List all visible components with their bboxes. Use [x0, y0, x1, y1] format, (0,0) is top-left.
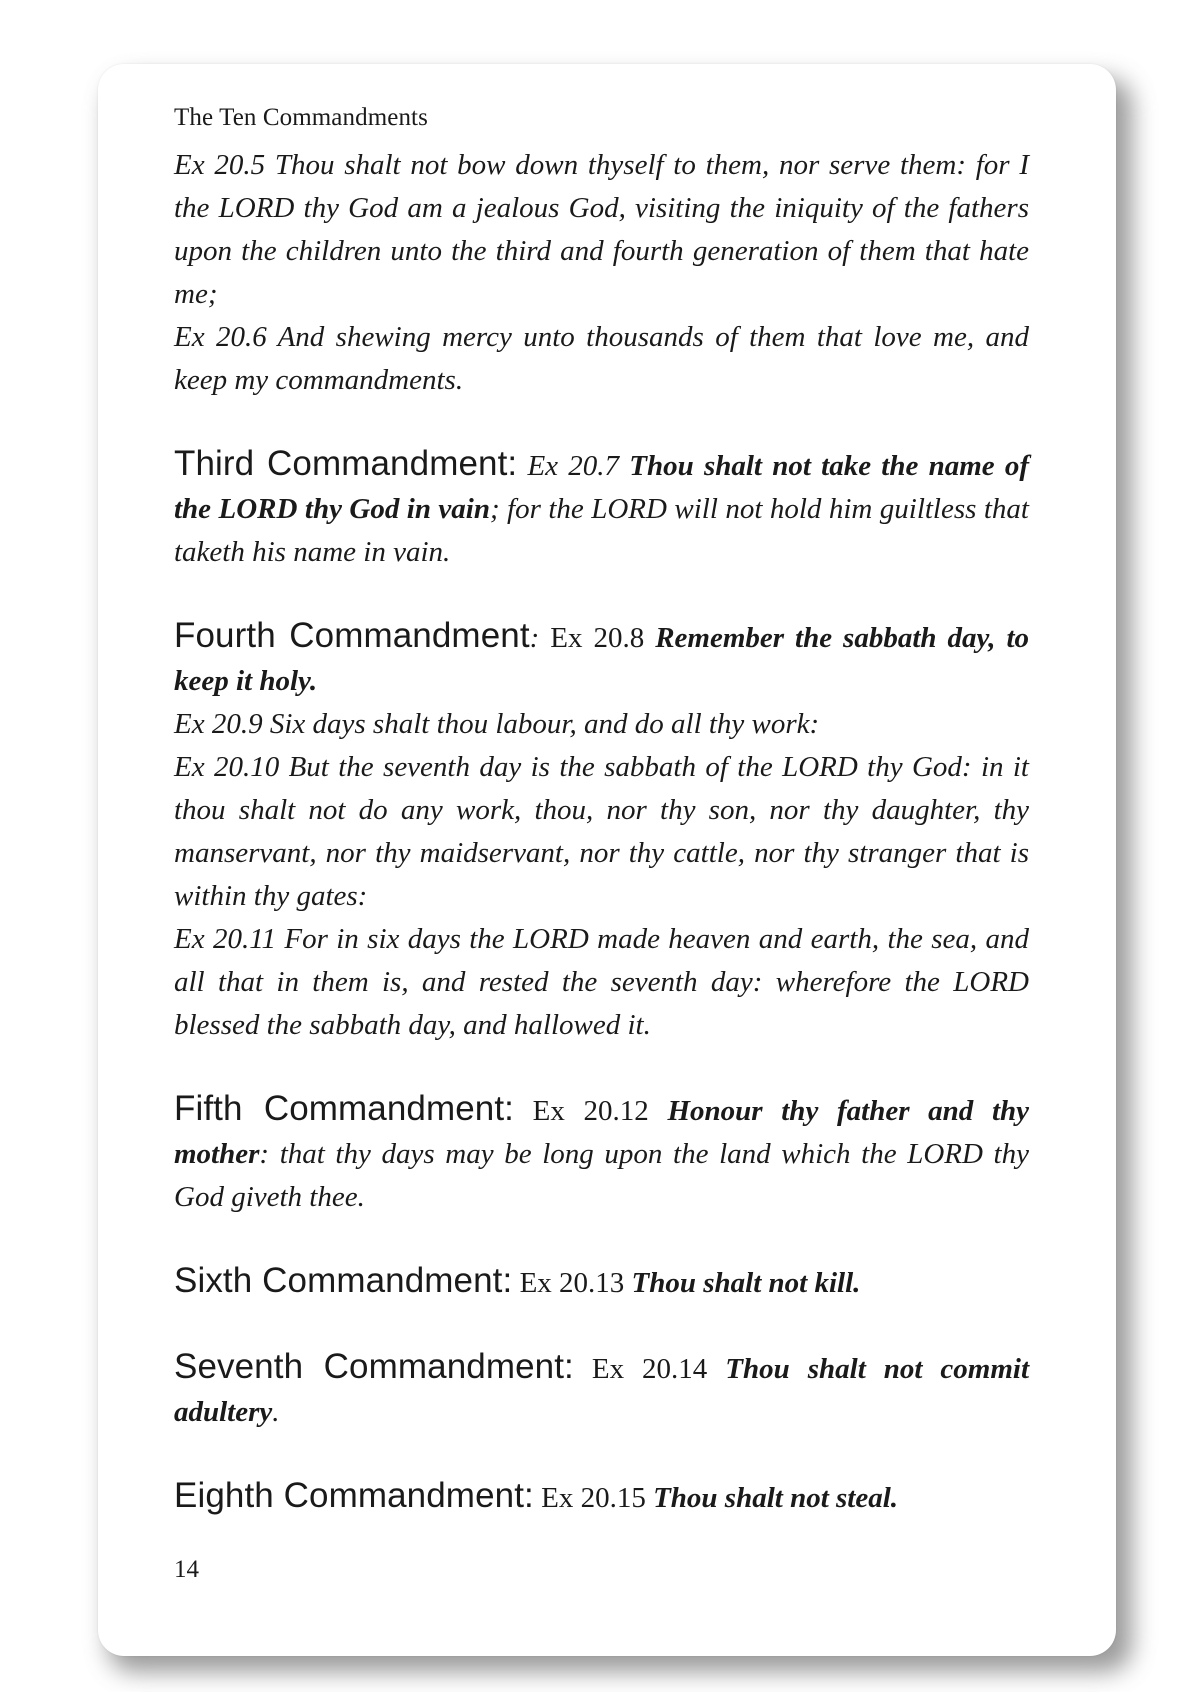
running-head: The Ten Commandments [174, 104, 428, 131]
verse-continuation: ; for the LORD will not hold him guiltless that taketh his name in vain. [174, 493, 1029, 568]
book-page [98, 64, 1116, 1656]
commandment-text: Remember the sabbath day, to keep it holy. [174, 622, 1030, 697]
verse-reference: Ex 20.14 [591, 1353, 708, 1385]
label-colon: : [529, 622, 540, 654]
fourth-commandment [174, 614, 1029, 1047]
commandment-text: Honour thy father and thy mother [174, 1095, 1030, 1170]
eighth-commandment [174, 1474, 1029, 1520]
verse-reference: Ex 20.12 [532, 1095, 649, 1127]
commandment-label: Fourth Commandment [174, 616, 530, 655]
verse-continuation: . [272, 1396, 280, 1428]
commandment-label: Sixth Commandment: [174, 1261, 513, 1300]
page-number: 14 [174, 1556, 199, 1583]
commandment-text: Thou shalt not take the name of the LORD thy God in vain [174, 450, 1030, 525]
verse-reference: Ex 20.13 [519, 1267, 625, 1299]
verse-ex-20-5: Ex 20.5 Thou shalt not bow down thyself to them, nor serve them: for I the LORD thy God am a jealous God, visiting the iniquity of the fathers upon the children unto the third and fourth generation of them that hate me; [174, 149, 1029, 310]
sixth-commandment [174, 1259, 1029, 1305]
commandment-text: Thou shalt not steal. [653, 1482, 899, 1514]
verse-reference: Ex 20.15 [541, 1482, 646, 1514]
commandment-text: Thou shalt not commit adultery [174, 1353, 1030, 1428]
intro-verses [174, 144, 1029, 402]
commandment-label: Eighth Commandment: [174, 1476, 534, 1515]
verse-ex-20-9: Ex 20.9 Six days shalt thou labour, and do all thy work: [174, 708, 820, 740]
verse-reference: Ex 20.8 [550, 622, 645, 654]
page-content [174, 104, 1029, 1520]
commandment-label: Seventh Commandment: [174, 1347, 574, 1386]
seventh-commandment [174, 1345, 1029, 1434]
verse-ex-20-6: Ex 20.6 And shewing mercy unto thousands of them that love me, and keep my commandments. [174, 321, 1029, 396]
verse-ex-20-11: Ex 20.11 For in six days the LORD made heaven and earth, the sea, and all that in them is, and rested the seventh day: wherefore the LORD blessed the sabbath day, and hallowed it. [174, 923, 1029, 1041]
commandment-label: Fifth Commandment: [174, 1089, 514, 1128]
verse-ex-20-10: Ex 20.10 But the seventh day is the sabbath of the LORD thy God: in it thou shalt not do any work, thou, nor thy son, nor thy daughter, thy manservant, nor thy maidservant, nor thy cattle, nor thy stranger that is within thy gates: [174, 751, 1029, 912]
fifth-commandment [174, 1087, 1029, 1219]
third-commandment [174, 442, 1029, 574]
verse-reference: Ex 20.7 [527, 450, 620, 482]
commandment-text: Thou shalt not kill. [631, 1267, 861, 1299]
verse-continuation: : that thy days may be long upon the land which the LORD thy God giveth thee. [174, 1138, 1029, 1213]
commandment-label: Third Commandment: [174, 444, 518, 483]
